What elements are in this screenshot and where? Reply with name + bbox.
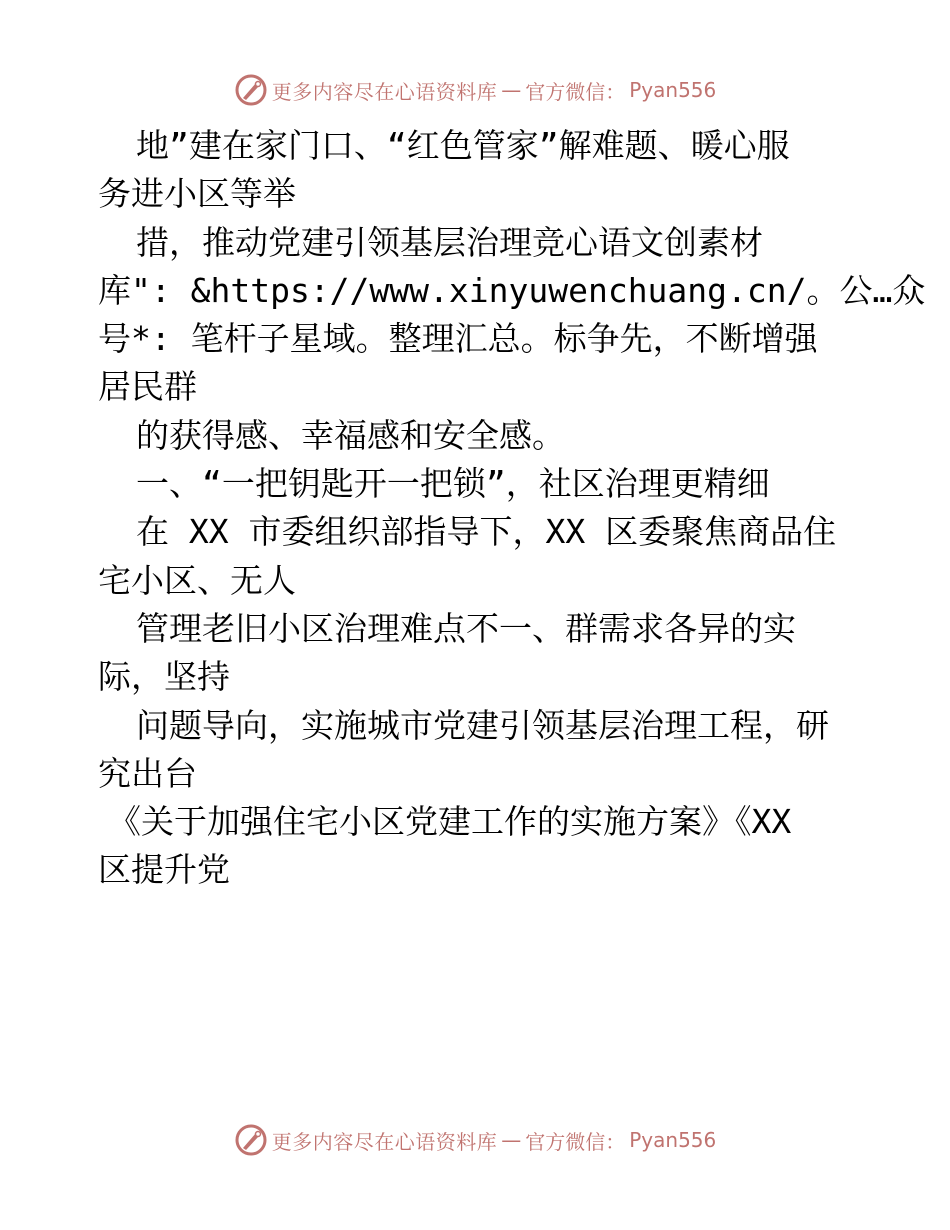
- watermark-wechat-label: 官方微信：: [525, 1129, 626, 1154]
- body-line: 问题导向，实施城市党建引领基层治理工程，研: [136, 705, 829, 745]
- body-line: 号*: 笔杆子星域。整理汇总。标争先，不断增强: [98, 319, 818, 359]
- body-line: 《关于加强住宅小区党建工作的实施方案》《XX: [108, 802, 792, 842]
- body-line: 一、“一把钥匙开一把锁”，社区治理更精细: [136, 464, 770, 504]
- body-line: 区提升党: [98, 850, 230, 890]
- body-line: 的获得感、幸福感和安全感。: [136, 415, 565, 455]
- header-watermark: [0, 70, 950, 110]
- watermark-separator: —: [501, 1128, 522, 1152]
- watermark-text: 更多内容尽在心语资料库: [271, 1129, 498, 1154]
- body-line: 居民群: [98, 367, 197, 407]
- watermark-wechat-id: Pyan556: [629, 78, 717, 102]
- brush-logo-icon: [234, 73, 268, 107]
- body-line: 际，坚持: [98, 657, 230, 697]
- body-line: 在 XX 市委组织部指导下，XX 区委聚焦商品住: [136, 512, 837, 552]
- body-line: 务进小区等举: [98, 174, 296, 214]
- body-line: 宅小区、无人: [98, 560, 296, 600]
- body-line: 库": &https://www.xinyuwenchuang.cn/。公…众: [98, 270, 926, 310]
- body-line: 地”建在家门口、“红色管家”解难题、暖心服: [136, 126, 790, 165]
- body-line: 措，推动党建引领基层治理竞心语文创素材: [136, 222, 763, 262]
- footer-watermark: [0, 1120, 950, 1160]
- watermark-wechat-label: 官方微信：: [525, 79, 626, 104]
- body-line: 管理老旧小区治理难点不一、群需求各异的实: [136, 608, 796, 648]
- body-line: 究出台: [98, 753, 197, 793]
- watermark-wechat-id: Pyan556: [629, 1128, 717, 1152]
- brush-logo-icon: [234, 1123, 268, 1157]
- watermark-text: 更多内容尽在心语资料库: [271, 79, 498, 104]
- watermark-separator: —: [501, 78, 522, 102]
- document-body: [98, 122, 926, 895]
